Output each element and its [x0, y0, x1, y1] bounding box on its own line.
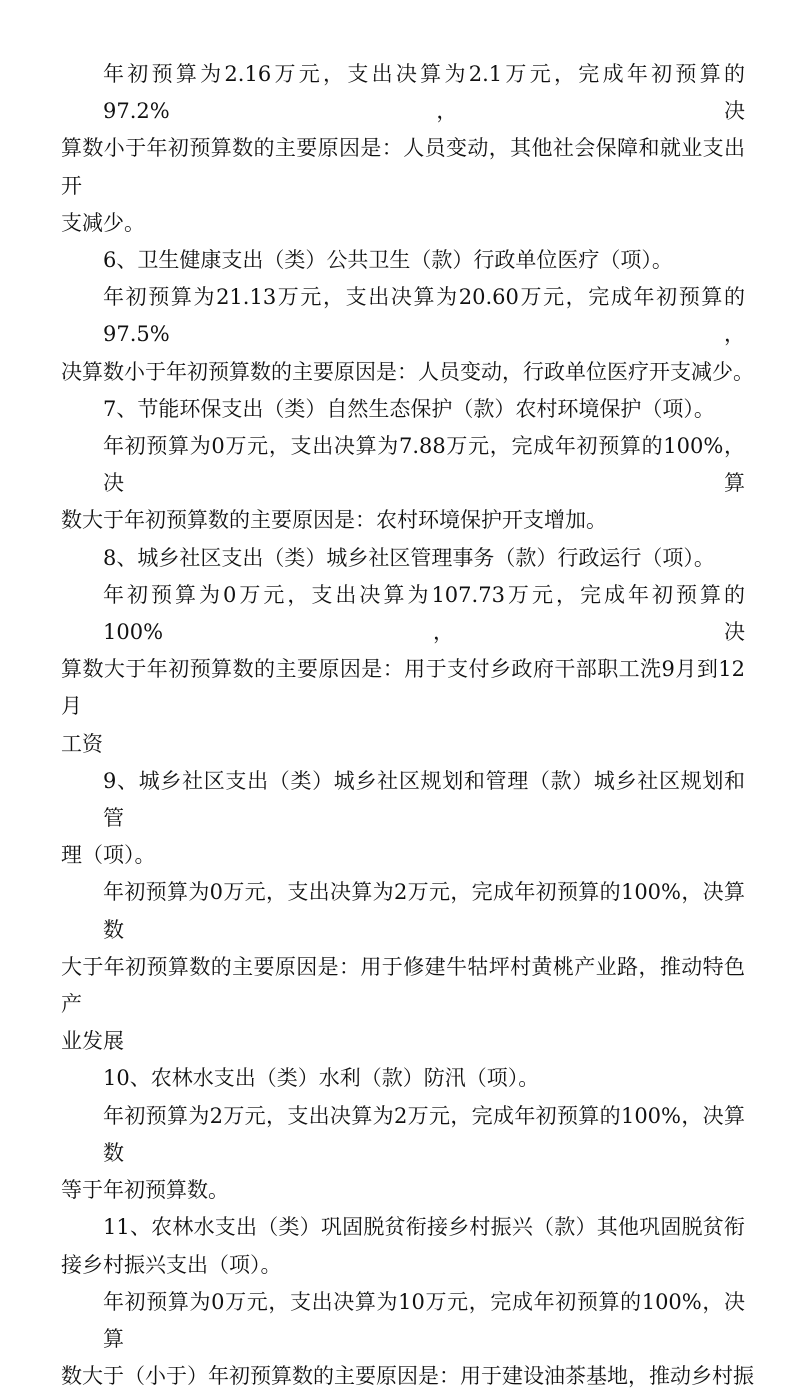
- text-line: 11、农林水支出（类）巩固脱贫衔接乡村振兴（款）其他巩固脱贫衔: [103, 1215, 745, 1240]
- paragraph: [61, 279, 754, 391]
- text-line: 10、农林水支出（类）水利（款）防汛（项）。: [103, 1066, 540, 1091]
- text-line: 年初预算为0万元，支出决算为10万元，完成年初预算的100%，决算: [103, 1289, 745, 1351]
- text-line: 等于年初预算数。: [61, 1178, 229, 1203]
- text-line: 6、卫生健康支出（类）公共卫生（款）行政单位医疗（项）。: [103, 248, 673, 273]
- paragraph: [103, 391, 745, 428]
- paragraph: [61, 1209, 745, 1283]
- paragraph: [61, 1098, 745, 1210]
- text-line: 数大于（小于）年初预算数的主要原因是：用于建设油茶基地，推动乡村振: [61, 1364, 754, 1389]
- paragraph: [61, 56, 745, 242]
- text-line: 大于年初预算数的主要原因是：用于修建牛牯坪村黄桃产业路，推动特色产: [61, 954, 745, 1017]
- text-line: 年初预算为0万元，支出决算为107.73万元，完成年初预算的100%，决: [103, 582, 745, 645]
- paragraph: [61, 577, 745, 763]
- text-line: 支减少。: [61, 210, 145, 235]
- paragraph: [61, 1284, 754, 1395]
- text-line: 年初预算为0万元，支出决算为7.88万元，完成年初预算的100%，决算: [103, 434, 745, 496]
- text-line: 算数大于年初预算数的主要原因是：用于支付乡政府干部职工洗9月到12月: [61, 657, 745, 719]
- text-line: 年初预算为2万元，支出决算为2万元，完成年初预算的100%，决算数: [103, 1103, 745, 1165]
- text-line: 8、城乡社区支出（类）城乡社区管理事务（款）行政运行（项）。: [103, 545, 715, 570]
- text-line: 算数小于年初预算数的主要原因是：人员变动，其他社会保障和就业支出开: [61, 136, 745, 198]
- paragraph: [103, 242, 745, 279]
- paragraph: [103, 1060, 745, 1097]
- paragraph: [103, 540, 745, 577]
- text-line: 数大于年初预算数的主要原因是：农村环境保护开支增加。: [61, 508, 607, 533]
- text-line: 决算数小于年初预算数的主要原因是：人员变动，行政单位医疗开支减少。: [61, 359, 754, 384]
- text-line: 年初预算为2.16万元，支出决算为2.1万元，完成年初预算的97.2%，决: [103, 62, 745, 124]
- body-text: [61, 56, 754, 1395]
- text-line: 年初预算为0万元，支出决算为2万元，完成年初预算的100%，决算数: [103, 880, 745, 942]
- text-line: 接乡村振兴支出（项）。: [61, 1252, 282, 1277]
- text-line: 业发展: [61, 1029, 124, 1054]
- paragraph: [61, 763, 745, 875]
- text-line: 工资: [61, 731, 103, 756]
- text-line: 9、城乡社区支出（类）城乡社区规划和管理（款）城乡社区规划和管: [103, 768, 745, 831]
- text-line: 年初预算为21.13万元，支出决算为20.60万元，完成年初预算的97.5%，: [103, 285, 745, 347]
- text-line: 7、节能环保支出（类）自然生态保护（款）农村环境保护（项）。: [103, 396, 715, 421]
- paragraph: [61, 874, 745, 1060]
- text-line: 理（项）。: [61, 843, 156, 868]
- paragraph: [61, 428, 745, 540]
